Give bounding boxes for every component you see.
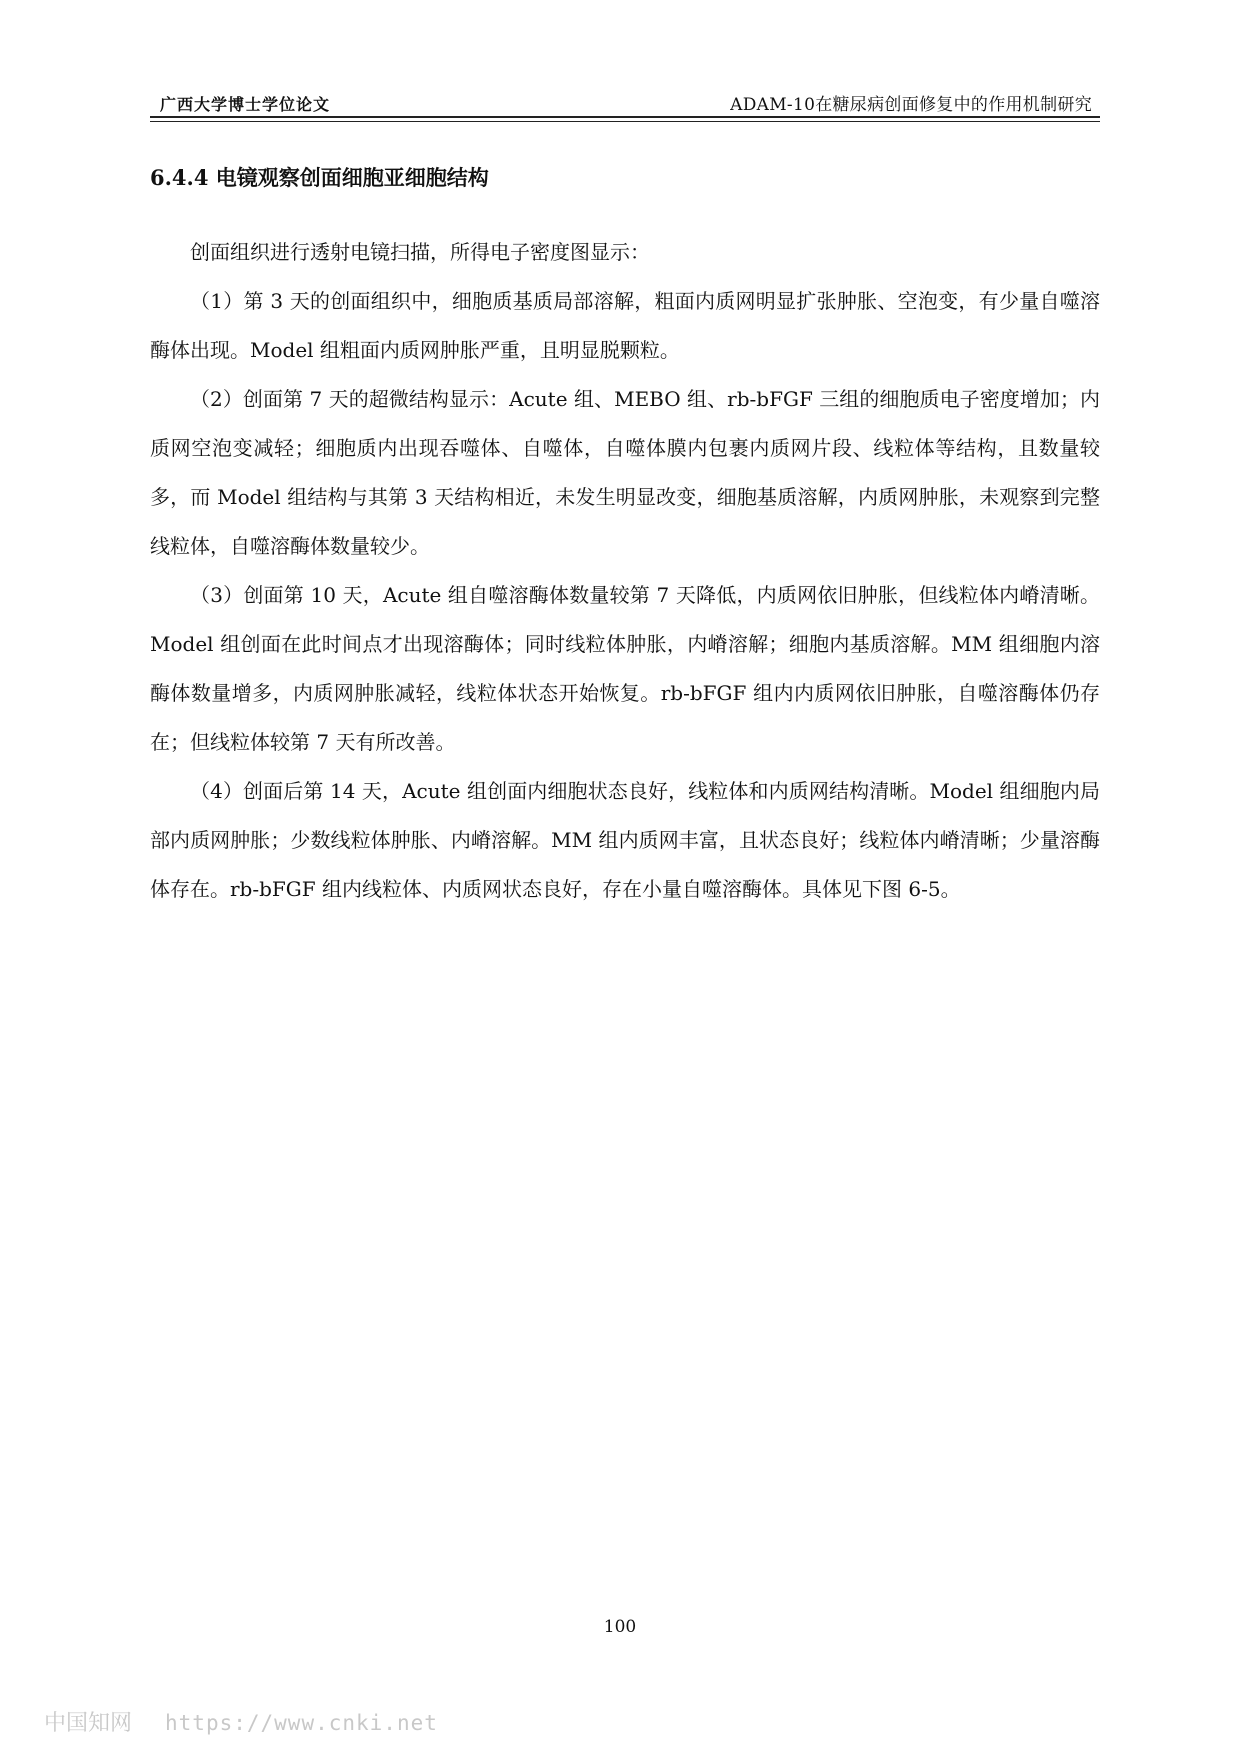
paragraph: 创面组织进行透射电镜扫描，所得电子密度图显示： [190, 240, 650, 264]
header-rule-thin [150, 121, 1100, 122]
paragraph: （3）创面第 10 天，Acute 组自噬溶酶体数量较第 7 天降低，内质网依旧肿胀，但线粒体内嵴清晰。Model 组创面在此时间点才出现溶酶体；同时线粒体肿胀，内嵴溶解；细胞内基质溶解。MM 组细胞内溶酶体数量增多，内质网肿胀减轻，线粒体状态开始恢复。rb-bFGF 组内内质网依旧肿胀，自噬溶酶体仍存在；但线粒体较第 7 天有所改善。 [150, 583, 1100, 754]
section-heading: 6.4.4 电镜观察创面细胞亚细胞结构 [150, 165, 489, 190]
paragraph: （1）第 3 天的创面组织中，细胞质基质局部溶解，粗面内质网明显扩张肿胀、空泡变，有少量自噬溶酶体出现。Model 组粗面内质网肿胀严重，且明显脱颗粒。 [150, 289, 1100, 362]
watermark-name: 中国知网 [44, 1711, 133, 1736]
running-header-left: 广西大学博士学位论文 [160, 95, 331, 114]
page-number: 100 [603, 1617, 637, 1637]
header-rule [150, 116, 1100, 118]
paragraph: （2）创面第 7 天的超微结构显示：Acute 组、MEBO 组、rb-bFGF 三组的细胞质电子密度增加；内质网空泡变减轻；细胞质内出现吞噬体、自噬体，自噬体膜内包裹内质网片段、线粒体等结构，且数量较多，而 Model 组结构与其第 3 天结构相近，未发生明显改变，细胞基质溶解，内质网肿胀，未观察到完整线粒体，自噬溶酶体数量较少。 [150, 387, 1100, 558]
paragraph: （4）创面后第 14 天，Acute 组创面内细胞状态良好，线粒体和内质网结构清晰。Model 组细胞内局部内质网肿胀；少数线粒体肿胀、内嵴溶解。MM 组内质网丰富，且状态良好；线粒体内嵴清晰；少量溶酶体存在。rb-bFGF 组内线粒体、内质网状态良好，存在小量自噬溶酶体。具体见下图 6-5。 [150, 779, 1100, 901]
body-text [150, 228, 1100, 914]
watermark [44, 1706, 438, 1737]
watermark-url: https://www.cnki.net [165, 1711, 438, 1735]
running-header-right: ADAM-10在糖尿病创面修复中的作用机制研究 [730, 95, 1092, 115]
